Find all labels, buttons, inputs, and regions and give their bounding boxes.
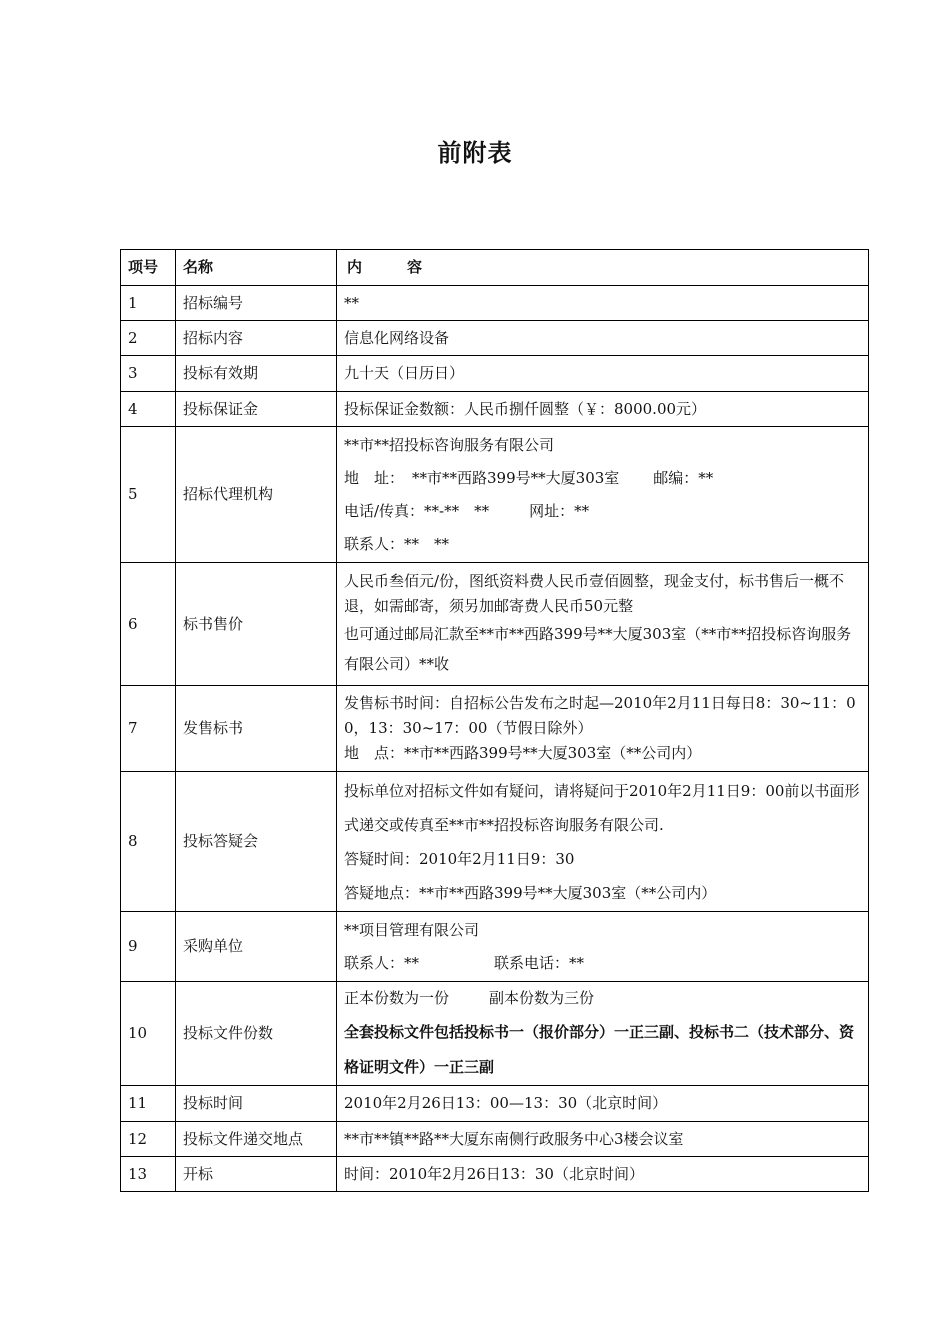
content-line: **项目管理有限公司 — [344, 920, 480, 939]
table-row — [121, 563, 869, 686]
address-value: **市**西路399号**大厦303室 — [412, 468, 620, 487]
row-no: 2 — [121, 321, 176, 356]
row-name: 投标有效期 — [176, 356, 337, 392]
content-line — [344, 495, 861, 528]
duplicate-copies: 副本份数为三份 — [489, 989, 595, 1007]
row-name: 投标文件份数 — [176, 982, 337, 1086]
content-line: 答疑地点：**市**西路399号**大厦303室（**公司内） — [344, 883, 717, 902]
row-no: 10 — [121, 982, 176, 1086]
header-content: 内 容 — [337, 250, 869, 286]
content-line: 答疑时间：2010年2月11日9：30 — [344, 849, 575, 868]
row-no: 9 — [121, 912, 176, 982]
table-row — [121, 286, 869, 321]
row-name: 招标内容 — [176, 321, 337, 356]
table-row — [121, 392, 869, 427]
row-name: 标书售价 — [176, 563, 337, 686]
row-content: 信息化网络设备 — [337, 321, 869, 356]
content-line: 人民币叁佰元/份，图纸资料费人民币壹佰圆整，现金支付，标书售后一概不退，如需邮寄，须另加邮寄费人民币50元整 — [344, 572, 845, 615]
content-line — [344, 462, 861, 495]
row-no: 3 — [121, 356, 176, 392]
content-line — [344, 947, 861, 980]
row-no: 11 — [121, 1086, 176, 1122]
table-row — [121, 356, 869, 392]
row-no: 4 — [121, 392, 176, 427]
row-content — [337, 912, 869, 982]
table-row — [121, 427, 869, 563]
content-line: 联系人：** ** — [344, 534, 450, 553]
content-line: 地 点：**市**西路399号**大厦303室（**公司内） — [344, 744, 702, 762]
row-name: 招标代理机构 — [176, 427, 337, 563]
contact-person: 联系人：** — [344, 953, 420, 972]
row-content: ** — [337, 286, 869, 321]
row-content — [337, 982, 869, 1086]
table-row — [121, 912, 869, 982]
row-content: 时间：2010年2月26日13：30（北京时间） — [337, 1157, 869, 1192]
header-no: 项号 — [121, 250, 176, 286]
header-name: 名称 — [176, 250, 337, 286]
table-row — [121, 1157, 869, 1192]
contact-phone: 联系电话：** — [494, 953, 585, 972]
website: 网址：** — [529, 501, 590, 520]
row-no: 5 — [121, 427, 176, 563]
phone-fax: 电话/传真：**-** ** — [344, 501, 490, 520]
row-content — [337, 772, 869, 912]
content-line: 也可通过邮局汇款至**市**西路399号**大厦303室（**市**招投标咨询服务有限公司）**收 — [344, 625, 852, 673]
row-name: 投标时间 — [176, 1086, 337, 1122]
original-copies: 正本份数为一份 — [344, 989, 450, 1007]
table-row — [121, 982, 869, 1086]
table-row — [121, 772, 869, 912]
row-no: 8 — [121, 772, 176, 912]
row-no: 1 — [121, 286, 176, 321]
address-label: 地 址： — [344, 468, 405, 487]
table-row — [121, 321, 869, 356]
row-no: 6 — [121, 563, 176, 686]
content-line: **市**招投标咨询服务有限公司 — [344, 435, 555, 454]
row-content: 2010年2月26日13：00—13：30（北京时间） — [337, 1086, 869, 1122]
front-table — [120, 249, 869, 1192]
table-row — [121, 686, 869, 772]
table-row — [121, 1086, 869, 1122]
row-name: 投标答疑会 — [176, 772, 337, 912]
row-content — [337, 686, 869, 772]
row-no: 12 — [121, 1122, 176, 1157]
row-content — [337, 427, 869, 563]
row-name: 发售标书 — [176, 686, 337, 772]
row-name: 投标文件递交地点 — [176, 1122, 337, 1157]
row-name: 投标保证金 — [176, 392, 337, 427]
content-line: 投标单位对招标文件如有疑问，请将疑问于2010年2月11日9：00前以书面形式递交或传真至**市**招投标咨询服务有限公司. — [344, 781, 860, 834]
table-row — [121, 1122, 869, 1157]
row-no: 7 — [121, 686, 176, 772]
page-title: 前附表 — [437, 139, 513, 167]
row-content: 投标保证金数额：人民币捌仟圆整（￥：8000.00元） — [337, 392, 869, 427]
postcode: 邮编：** — [653, 468, 714, 487]
content-line: 全套投标文件包括投标书一（报价部分）一正三副、投标书二（技术部分、资格证明文件）一正三副 — [344, 1023, 855, 1076]
row-name: 开标 — [176, 1157, 337, 1192]
content-line — [344, 982, 861, 1015]
row-content — [337, 563, 869, 686]
row-name: 招标编号 — [176, 286, 337, 321]
row-content: 九十天（日历日） — [337, 356, 869, 392]
content-line: 发售标书时间：自招标公告发布之时起—2010年2月11日每日8：30~11：00，13：30~17：00（节假日除外） — [344, 694, 856, 737]
table-header-row — [121, 250, 869, 286]
row-no: 13 — [121, 1157, 176, 1192]
row-content: **市**镇**路**大厦东南侧行政服务中心3楼会议室 — [337, 1122, 869, 1157]
row-name: 采购单位 — [176, 912, 337, 982]
